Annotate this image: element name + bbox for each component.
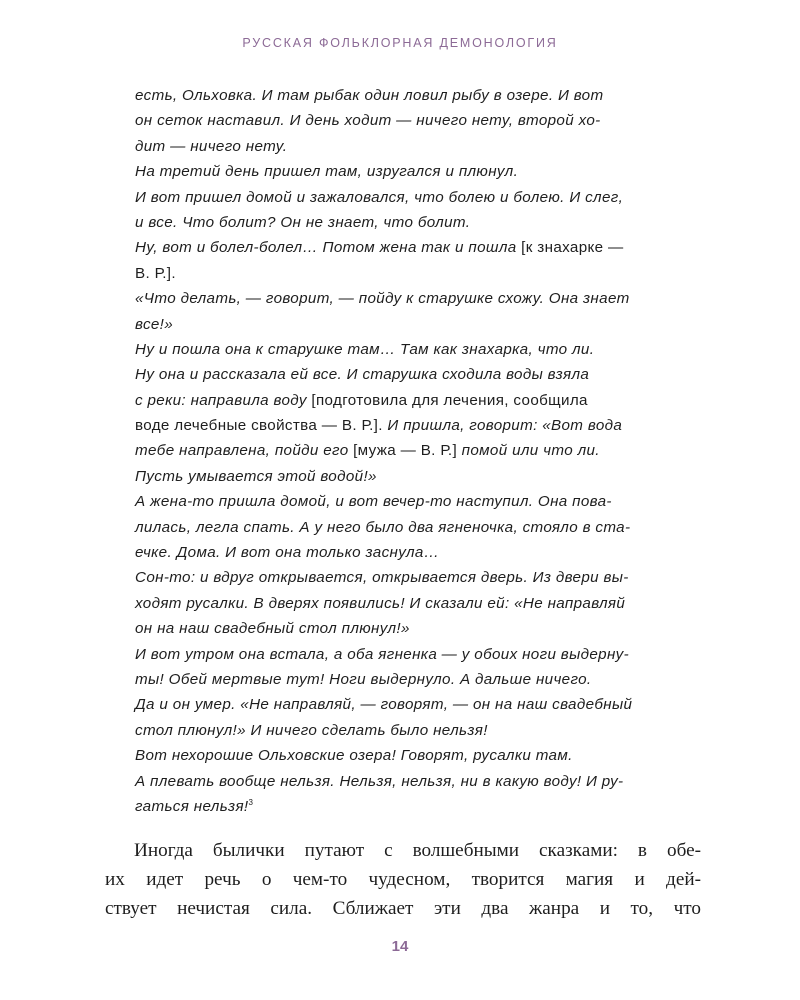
- quote-line: [135, 261, 685, 286]
- quote-line: Пусть умывается этой водой!»: [135, 467, 377, 485]
- quote-line: Ну она и рассказала ей все. И старушка сходила воды взяла: [135, 366, 590, 384]
- editorial-note: [к знахарке —: [521, 239, 624, 257]
- quote-line: А плевать вообще нельзя. Нельзя, нельзя, ни в какую воду! И ру-: [135, 772, 624, 790]
- editorial-note: В. Р.].: [135, 264, 176, 282]
- quote-line: дит — ничего нету.: [135, 137, 288, 155]
- quote-line: есть, Ольховка. И там рыбак один ловил рыбу в озере. И вот: [135, 87, 604, 104]
- quote-line: гаться нельзя!$^3$: [135, 797, 254, 815]
- quote-line: тебе направлена, пойди его [мужа — В. Р.] помой или что ли.: [135, 442, 600, 460]
- quote-line: с реки: направила воду [подготовила для лечения, сообщила: [135, 391, 588, 409]
- body-line: ствует нечистая сила. Сближает эти два жанра и то, что: [105, 898, 701, 919]
- editorial-note: [подготовила для лечения, сообщила: [311, 391, 588, 409]
- quote-line: он сеток наставил. И день ходит — ничего нету, второй хо-: [135, 112, 601, 130]
- quote-line: лилась, легла спать. А у него было два ягненочка, стояло в ста-: [135, 518, 631, 536]
- body-line: Иногда былички путают с волшебными сказками: в обе-: [134, 840, 701, 861]
- quote-line: А жена-то пришла домой, и вот вечер-то наступил. Она пова-: [135, 493, 612, 511]
- folk-narrative-quote: [135, 83, 685, 819]
- quote-line: «Что делать, — говорит, — пойду к старушке схожу. Она знает: [135, 290, 630, 308]
- quote-line: На третий день пришел там, изругался и плюнул.: [135, 163, 519, 181]
- quote-line: Сон-то: и вдруг открывается, открывается дверь. Из двери вы-: [135, 569, 629, 587]
- quote-line: ходят русалки. В дверях появились! И сказали ей: «Не направляй: [135, 594, 626, 612]
- footnote-marker[interactable]: 3: [248, 797, 254, 807]
- quote-line: стол плюнул!» И ничего сделать было нельзя!: [135, 721, 488, 739]
- quote-line: и все. Что болит? Он не знает, что болит.: [135, 213, 471, 231]
- page-number: 14: [391, 938, 409, 955]
- quote-line: все!»: [135, 315, 174, 333]
- quote-line: Вот нехорошие Ольховские озера! Говорят, русалки там.: [135, 747, 573, 765]
- running-title: РУССКАЯ ФОЛЬКЛОРНАЯ ДЕМОНОЛОГИЯ: [242, 36, 558, 50]
- quote-line: Да и он умер. «Не направляй, — говорят, — он на наш свадебный: [135, 696, 633, 714]
- quote-line: ты! Обей мертвые тут! Ноги выдернуло. А дальше ничего.: [135, 670, 592, 688]
- editorial-note: воде лечебные свойства — В. Р.].: [135, 417, 383, 435]
- quote-line: Ну и пошла она к старушке там… Там как знахарка, что ли.: [135, 340, 595, 358]
- body-line: их идет речь о чем-то чудесном, творится магия и дей-: [105, 869, 701, 890]
- quote-line: И вот утром она встала, а оба ягненка — у обоих ноги выдерну-: [135, 645, 630, 663]
- body-paragraph: [105, 836, 701, 923]
- quote-line: Ну, вот и болел-болел… Потом жена так и пошла [к знахарке —: [135, 239, 624, 257]
- editorial-note: [мужа — В. Р.]: [353, 442, 458, 460]
- quote-line: он на наш свадебный стол плюнул!»: [135, 620, 410, 638]
- quote-line: И вот пришел домой и зажаловался, что болею и болею. И слег,: [135, 188, 624, 206]
- quote-line: воде лечебные свойства — В. Р.]. И пришла, говорит: «Вот вода: [135, 417, 623, 435]
- quote-line: ечке. Дома. И вот она только заснула…: [135, 544, 440, 562]
